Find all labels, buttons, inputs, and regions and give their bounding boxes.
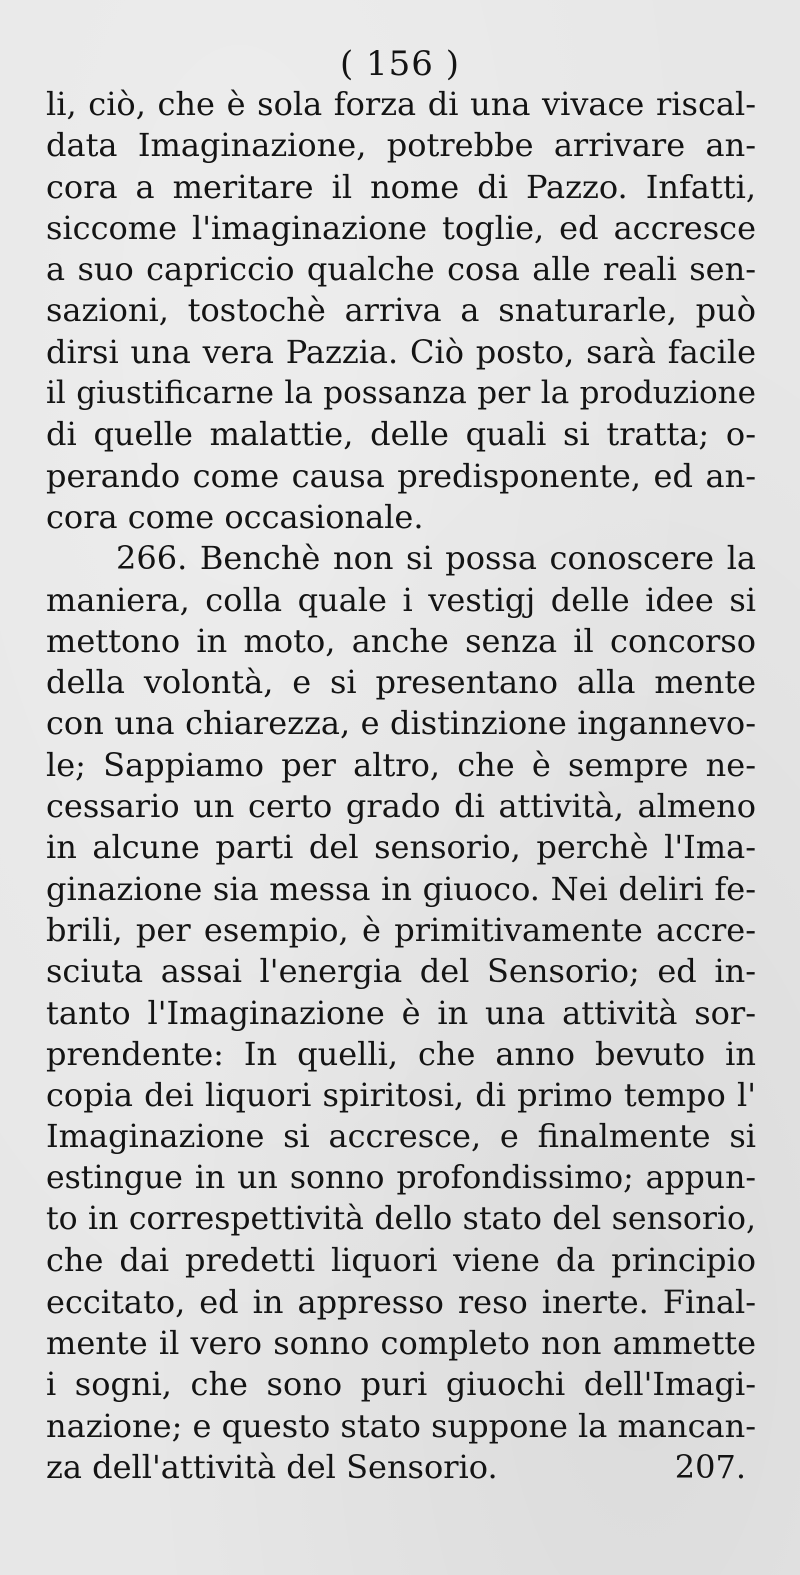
text-line: in alcune parti del sensorio, perchè l'Ima- (46, 828, 756, 867)
text-line: maniera, colla quale i vestigj delle idee si (46, 580, 756, 619)
text-line: za dell'attività del Sensorio. (46, 1447, 498, 1486)
text-line: cora come occasionale. (46, 497, 424, 536)
text-line: le; Sappiamo per altro, che è sempre ne- (46, 745, 756, 784)
text-line: sazioni, tostochè arriva a snaturarle, può (46, 291, 756, 330)
paragraph-start-line: 266. Benchè non si possa conoscere la (116, 539, 756, 578)
text-line: della volontà, e si presentano alla mente (46, 663, 756, 702)
text-line: i sogni, che sono puri giuochi dell'Imagi- (46, 1365, 756, 1404)
text-line: il giustificarne la possanza per la produzione (46, 375, 756, 412)
text-line: perando come causa predisponente, ed an- (46, 456, 756, 495)
text-line: a suo capriccio qualche cosa alle reali sen- (46, 250, 756, 289)
text-line: brili, per esempio, è primitivamente accre- (46, 910, 756, 949)
text-line: cora a meritare il nome di Pazzo. Infatti, (46, 167, 756, 206)
text-line: nazione; e questo stato suppone la mancan- (46, 1406, 756, 1445)
catchword: 207. (674, 1447, 746, 1486)
text-line: che dai predetti liquori viene da principio (46, 1241, 756, 1280)
text-line: sciuta assai l'energia del Sensorio; ed in- (46, 952, 756, 991)
text-line: mettono in moto, anche senza il concorso (46, 621, 756, 660)
text-line: di quelle malattie, delle quali si tratta; o- (46, 415, 756, 454)
page-number: ( 156 ) (339, 44, 461, 84)
text-line: li, ciò, che è sola forza di una vivace riscal- (46, 85, 756, 123)
text-line: ginazione sia messa in giuoco. Nei deliri fe- (46, 869, 756, 908)
text-line: eccitato, ed in appresso reso inerte. Final- (46, 1282, 756, 1321)
text-line: prendente: In quelli, che anno bevuto in (46, 1034, 756, 1073)
text-line: siccome l'imaginazione toglie, ed accresce (46, 208, 756, 247)
body-text (46, 84, 756, 1488)
text-line: copia dei liquori spiritosi, di primo tempo l' (46, 1076, 756, 1115)
text-line: to in correspettività dello stato del sensorio, (46, 1201, 756, 1238)
text-line: estingue in un sonno profondissimo; appun- (46, 1159, 756, 1196)
text-line: tanto l'Imaginazione è in una attività sor- (46, 993, 756, 1032)
text-line: dirsi una vera Pazzia. Ciò posto, sarà facile (46, 332, 756, 371)
text-line: mente il vero sonno completo non ammette (46, 1323, 756, 1362)
text-line: data Imaginazione, potrebbe arrivare an- (46, 126, 756, 165)
text-line: con una chiarezza, e distinzione ingannevo- (46, 704, 756, 743)
text-line: cessario un certo grado di attività, almeno (46, 787, 756, 826)
text-line: Imaginazione si accresce, e finalmente si (46, 1117, 756, 1156)
final-line (46, 1447, 756, 1488)
